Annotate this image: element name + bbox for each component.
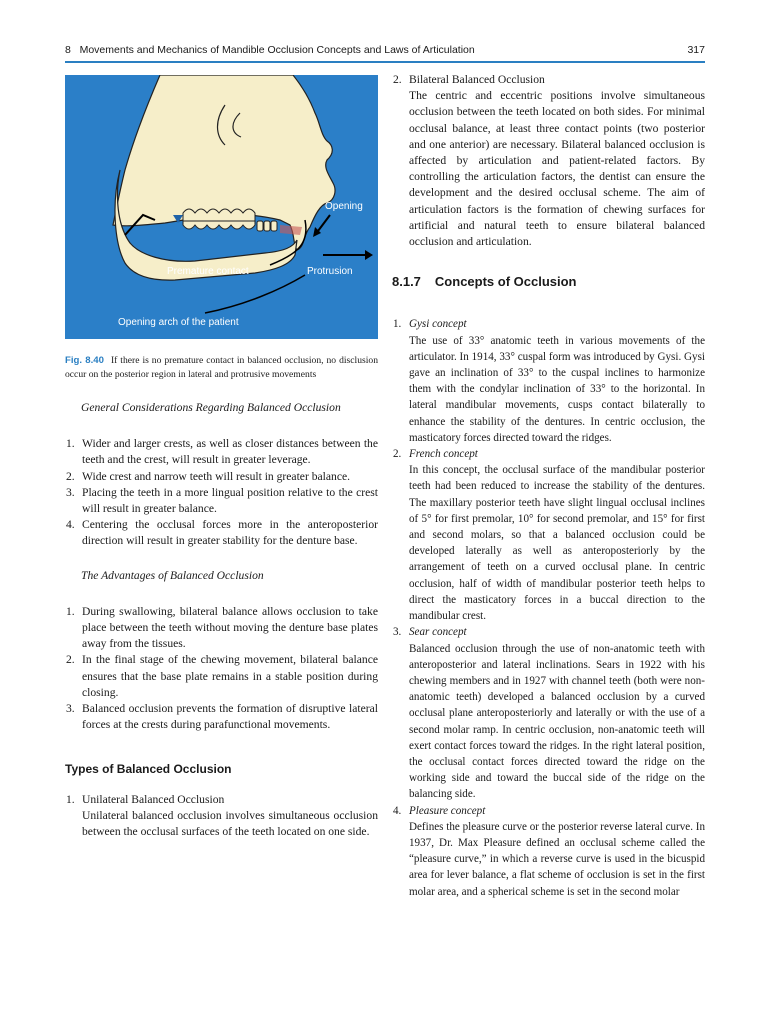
unilateral-title: Unilateral Balanced Occlusion bbox=[82, 792, 225, 806]
list-item: 3. Balanced occlusion prevents the formation of disruptive lateral forces at the crests during parafunctional movements. bbox=[66, 702, 378, 732]
list-item: 1. During swallowing, bilateral balance allows occlusion to take place between the teeth without moving the denture base plates away from the tissues. bbox=[66, 604, 378, 651]
list-item: 2. Wide crest and narrow teeth will result in greater balance. bbox=[66, 469, 351, 483]
left-column bbox=[65, 75, 378, 840]
section-heading bbox=[392, 274, 705, 290]
concepts-list bbox=[392, 316, 705, 899]
advantages-heading: The Advantages of Balanced Occlusion bbox=[81, 568, 264, 582]
list-item: 2. Bilateral Balanced Occlusion The centric and eccentric positions involve simultaneous occlusion between the teeth located on both sides. For minimal occlusal balance, at least three contact points (two posterior and one anterior) are necessary. Bilateral balanced occlusion is affected by articulation and patient-related factors. By controlling the articulation factors, the dentist can ensure the development and the desired occlusal scheme. The aim of articulation factors is the formation of chewing surfaces for artificial and natural teeth to ensure bilateral balanced occlusion and articulation. bbox=[392, 72, 705, 250]
types-heading: Types of Balanced Occlusion bbox=[65, 762, 232, 777]
list-item: 4. Centering the occlusal forces more in the anteroposterior direction will result in greater stability for the denture base. bbox=[66, 518, 378, 548]
types-list bbox=[65, 792, 378, 841]
list-item: 4. Pleasure concept Defines the pleasure curve or the posterior reverse lateral curve. In 1937, Dr. Max Pleasure defined an occlusal scheme called the “pleasure curve,” in which a reverse curve is used in the bicuspid area for lever balance, a flat scheme of occlusion is set in the first molar area, and a spherical scheme is set in the second molar bbox=[392, 803, 705, 900]
label-protrusion: Protrusion bbox=[307, 266, 353, 277]
concept-text: In this concept, the occlusal surface of the mandibular posterior teeth had been reduced to increase the stability of the dentures. The maxillary posterior teeth have slight lingual occlusal inclines of 5° for first premolar, 10° for second premolar, and 15° for first and second molars, so that a balanced occlusion could be developed laterally as well as anteroposteriorly by the arrangement of teeth on a curved occlusal plane. In centric occlusion, half of width of mandibular posterior teeth helps to direct the masticatory forces in a buccal direction to the mandibular crest. bbox=[409, 464, 705, 623]
list-item: 2. In the final stage of the chewing movement, bilateral balance ensures that the base plate remains in a stable position during closing. bbox=[66, 653, 378, 699]
section-title: Concepts of Occlusion bbox=[434, 274, 577, 290]
bilateral-title: Bilateral Balanced Occlusion bbox=[409, 73, 545, 86]
header-rule bbox=[65, 61, 705, 63]
list-item: 1. Wider and larger crests, as well as closer distances between the teeth and the crest, will result in greater leverage. bbox=[66, 437, 378, 467]
concept-title: Sear concept bbox=[409, 626, 467, 639]
bilateral-text: The centric and eccentric positions involve simultaneous occlusion between the teeth located on both sides. For minimal occlusal balance, at least three contact points (two posterior and one anterior) are necessary. Bilateral balanced occlusion is affected by articulation and patient-related factors. By controlling the articulation factors, the dentist can ensure the development and the desired occlusal scheme. The aim of articulation factors is the formation of chewing surfaces for artificial and natural teeth to ensure bilateral balanced occlusion and articulation. bbox=[409, 89, 705, 249]
list-item: 3. Sear concept Balanced occlusion through the use of non-anatomic teeth with anteroposterior and lateral inclinations. Sears in 1922 with his chewing members and in 1927 with channel teeth (both were non-anatomic teeth) developed a balanced occlusion by a curved occlusal plane anteroposteriorly and laterally or with the use of a second molar ramp. In centric occlusion, non-anatomic teeth will exert contact forces toward the ridges. In the right lateral position, the occlusal contact forces directed toward the ridge on the working side and toward the buccal side of the ridge on the balancing side. bbox=[392, 624, 705, 802]
concept-title: Gysi concept bbox=[409, 318, 467, 331]
label-opening: Opening bbox=[325, 201, 363, 212]
concept-text: Defines the pleasure curve or the posterior reverse lateral curve. In 1937, Dr. Max Pleasure defined an occlusal scheme called the “pleasure curve,” in which a reverse curve is used in the bicuspid area for lever balance, a flat scheme of occlusion is set in the first molar area, and a spherical scheme is set in the second molar bbox=[409, 820, 705, 898]
list-item: 3. Placing the teeth in a more lingual position relative to the crest will result in greater balance. bbox=[66, 485, 378, 516]
chapter-title: 8 Movements and Mechanics of Mandible Occlusion Concepts and Laws of Articulation bbox=[65, 44, 475, 56]
list-item: 1. Unilateral Balanced Occlusion Unilateral balanced occlusion involves simultaneous occlusion between the occlusal surfaces of the teeth located on one side. bbox=[65, 792, 378, 841]
running-header bbox=[65, 44, 705, 60]
bilateral-list bbox=[392, 72, 705, 250]
concept-text: The use of 33° anatomic teeth in various movements of the articulator. In 1914, 33° cuspal form was introduced by Gysi. Gysi gave an inclination of 33° to the cuspal inclines to harmonize them with the condylar inclination of 33° to the horizontal. In lateral mandibular movements, cusps contact bilaterally to enhance the stability of the dentures. In centric occlusion, the masticatory forces directed toward the ridges. bbox=[409, 334, 705, 444]
right-column bbox=[392, 72, 705, 900]
list-item: 2. French concept In this concept, the occlusal surface of the mandibular posterior teeth had been reduced to increase the stability of the dentures. The maxillary posterior teeth have slight lingual occlusal inclines of 5° for first premolar, 10° for second premolar, and 15° for first and second molars, so that a balanced occlusion could be developed laterally as well as anteroposteriorly by the arrangement of teeth on a curved occlusal plane. In centric occlusion, half of width of mandibular posterior teeth helps to direct the masticatory forces in a buccal direction to the mandibular crest. bbox=[392, 446, 705, 624]
caption-text: If there is no premature contact in balanced occlusion, no disclusion occur on the posterior region in lateral and protrusive movements bbox=[65, 355, 378, 380]
unilateral-text: Unilateral balanced occlusion involves simultaneous occlusion between the occlusal surfaces of the teeth located on one side. bbox=[82, 808, 378, 839]
concept-title: Pleasure concept bbox=[409, 804, 486, 817]
concept-text: Balanced occlusion through the use of non-anatomic teeth with anteroposterior and lateral inclinations. Sears in 1922 with his chewing members and in 1927 with channel teeth (both were non-anatomic teeth) developed a balanced occlusion by a curved occlusal plane anteroposteriorly and laterally or with the use of a second molar ramp. In centric occlusion, non-anatomic teeth will exert contact forces toward the ridges. In the right lateral position, the occlusal contact forces directed toward the ridge on the working side and toward the buccal side of the ridge on the balancing side. bbox=[409, 642, 705, 801]
figure-caption bbox=[65, 354, 378, 382]
label-premature-contact: Premature contact bbox=[167, 266, 249, 277]
label-opening-arch: Opening arch of the patient bbox=[118, 317, 239, 328]
general-considerations-heading: General Considerations Regarding Balanced Occlusion bbox=[81, 401, 341, 414]
general-considerations-list bbox=[65, 436, 378, 549]
figure-number: Fig. 8.40 bbox=[65, 355, 104, 366]
figure-8-40 bbox=[65, 75, 378, 339]
list-item: 1. Gysi concept The use of 33° anatomic teeth in various movements of the articulator. In 1914, 33° cuspal form was introduced by Gysi. Gysi gave an inclination of 33° to the cuspal inclines to harmonize them with the condylar inclination of 33° to the horizontal. In lateral mandibular movements, cusps contact bilaterally to enhance the stability of the dentures. In centric occlusion, the masticatory forces directed toward the ridges. bbox=[392, 316, 705, 446]
advantages-list bbox=[65, 604, 378, 734]
section-number: 8.1.7 bbox=[392, 274, 421, 290]
page-number: 317 bbox=[687, 44, 705, 56]
concept-title: French concept bbox=[409, 448, 478, 461]
